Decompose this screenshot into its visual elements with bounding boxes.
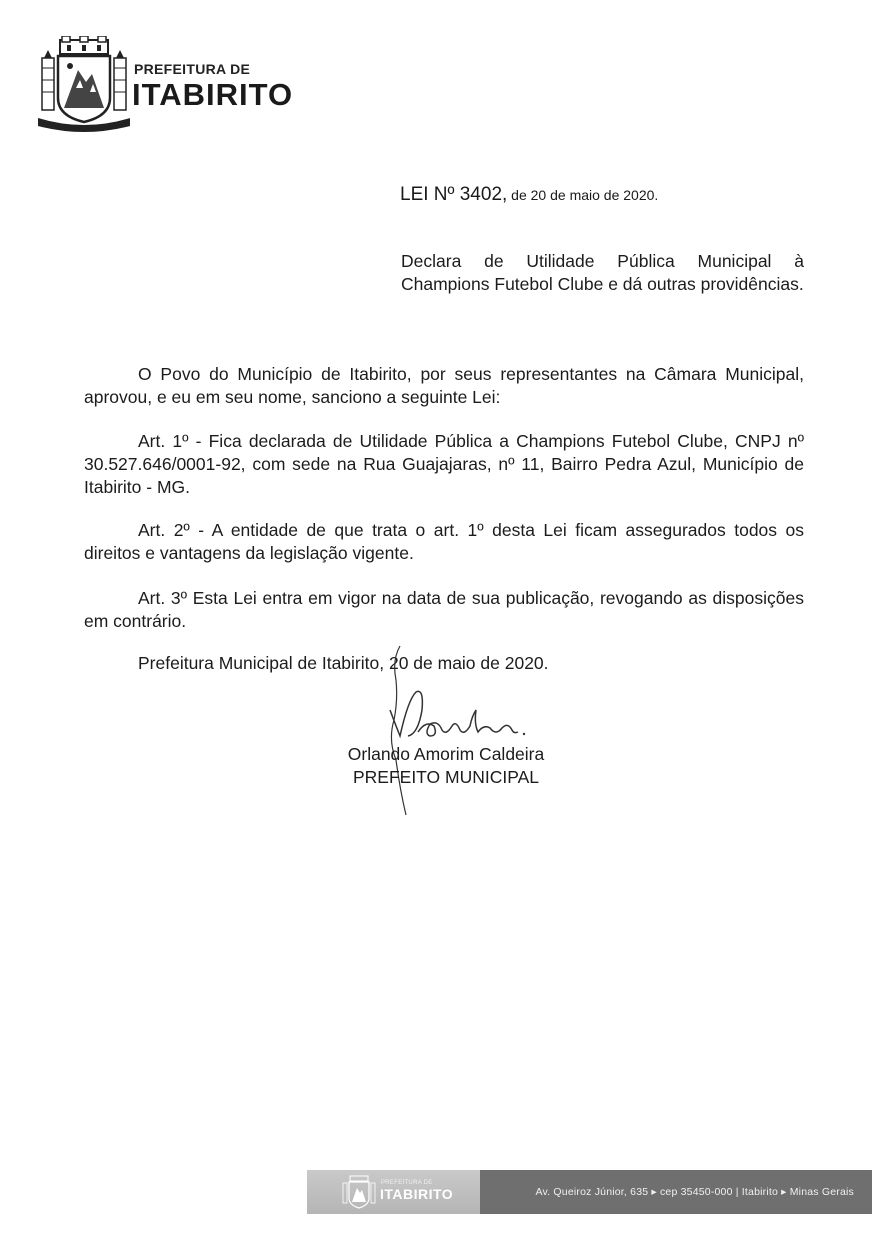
signer-title: PREFEITO MUNICIPAL (352, 767, 540, 787)
footer-org-prefix: PREFEITURA DE (381, 1180, 433, 1186)
coat-of-arms-icon (36, 36, 132, 132)
article-1: Art. 1º - Fica declarada de Utilidade Pública a Champions Futebol Clube, CNPJ nº 30.527.646/0001-92, com sede na Rua Guajajaras, nº 11, Bairro Pedra Azul, Município de Itabirito - MG. (84, 431, 804, 497)
signature-icon (378, 640, 538, 820)
footer-band (307, 1170, 872, 1214)
footer-logo (307, 1170, 480, 1214)
signer-name: Orlando Amorim Caldeira (347, 744, 545, 764)
org-name: ITABIRITO (132, 77, 294, 112)
footer-org-name: ITABIRITO (380, 1186, 454, 1202)
law-number: LEI Nº 3402, (400, 184, 508, 205)
org-prefix: PREFEITURA DE (134, 61, 251, 77)
footer-coat-of-arms-icon (341, 1174, 377, 1210)
footer-address: Av. Queiroz Júnior, 635 ▸ cep 35450-000 | Itabirito ▸ Minas Gerais (535, 1186, 854, 1198)
footer-address-bar (480, 1170, 872, 1214)
article-3: Art. 3º Esta Lei entra em vigor na data de sua publicação, revogando as disposições em contrário. (84, 588, 804, 631)
law-summary: Declara de Utilidade Pública Municipal à Champions Futebol Clube e dá outras providências. (401, 251, 804, 294)
law-heading (400, 184, 658, 206)
law-date: de 20 de maio de 2020. (507, 187, 659, 203)
place-and-date: Prefeitura Municipal de Itabirito, 20 de maio de 2020. (138, 653, 549, 673)
header-logo (36, 36, 296, 136)
enactment-paragraph: O Povo do Município de Itabirito, por seus representantes na Câmara Municipal, aprovou, e eu em seu nome, sanciono a seguinte Lei: (84, 364, 804, 407)
article-2: Art. 2º - A entidade de que trata o art. 1º desta Lei ficam assegurados todos os direitos e vantagens da legislação vigente. (84, 520, 804, 563)
